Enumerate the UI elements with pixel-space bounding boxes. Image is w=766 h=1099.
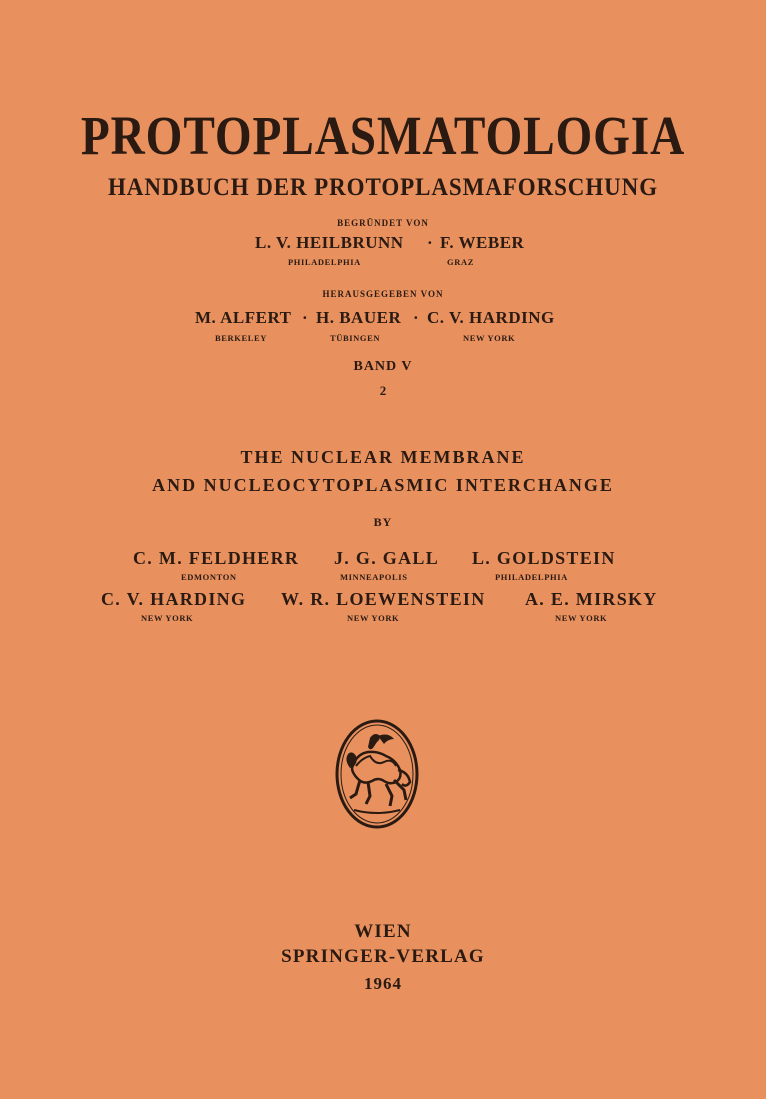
author-name: J. G. GALL xyxy=(334,548,440,568)
volume-band: BAND V xyxy=(353,359,413,374)
editor-separator: · xyxy=(302,308,309,327)
author-city: EDMONTON xyxy=(181,572,237,582)
founder-city: PHILADELPHIA xyxy=(288,257,361,267)
volume-title-line-1: THE NUCLEAR MEMBRANE xyxy=(240,447,526,467)
publication-year: 1964 xyxy=(364,974,402,993)
founder-city: GRAZ xyxy=(447,257,474,267)
author-name: A. E. MIRSKY xyxy=(525,589,658,609)
author-name: L. GOLDSTEIN xyxy=(472,548,616,568)
author-city: NEW YORK xyxy=(141,613,194,623)
editor-name: C. V. HARDING xyxy=(427,308,555,327)
editor-city: TÜBINGEN xyxy=(330,333,381,343)
editor-separator: · xyxy=(413,308,420,327)
author-city: MINNEAPOLIS xyxy=(340,572,408,582)
founder-separator: · xyxy=(427,233,434,252)
founder-name: L. V. HEILBRUNN xyxy=(255,233,404,252)
author-name: W. R. LOEWENSTEIN xyxy=(281,589,486,609)
publisher-city: WIEN xyxy=(354,921,412,942)
author-city: PHILADELPHIA xyxy=(495,572,568,582)
author-name: C. V. HARDING xyxy=(101,589,247,609)
horseman-emblem-icon xyxy=(334,718,420,830)
editor-name: M. ALFERT xyxy=(195,308,292,327)
editors-label: HERAUSGEGEBEN VON xyxy=(322,289,444,299)
editor-name: H. BAUER xyxy=(316,308,402,327)
editor-city: BERKELEY xyxy=(215,333,268,343)
volume-part: 2 xyxy=(379,383,387,398)
author-city: NEW YORK xyxy=(347,613,400,623)
series-title: PROTOPLASMATOLOGIA xyxy=(80,105,686,166)
series-subtitle: HANDBUCH DER PROTOPLASMAFORSCHUNG xyxy=(107,174,659,201)
publisher-name: SPRINGER-VERLAG xyxy=(281,946,485,967)
volume-title-line-2: AND NUCLEOCYTOPLASMIC INTERCHANGE xyxy=(152,475,614,495)
editor-city: NEW YORK xyxy=(463,333,516,343)
author-name: C. M. FELDHERR xyxy=(133,548,300,568)
founders-label: BEGRÜNDET VON xyxy=(337,218,429,228)
author-city: NEW YORK xyxy=(555,613,608,623)
by-label: BY xyxy=(373,515,393,529)
founder-name: F. WEBER xyxy=(440,233,525,252)
